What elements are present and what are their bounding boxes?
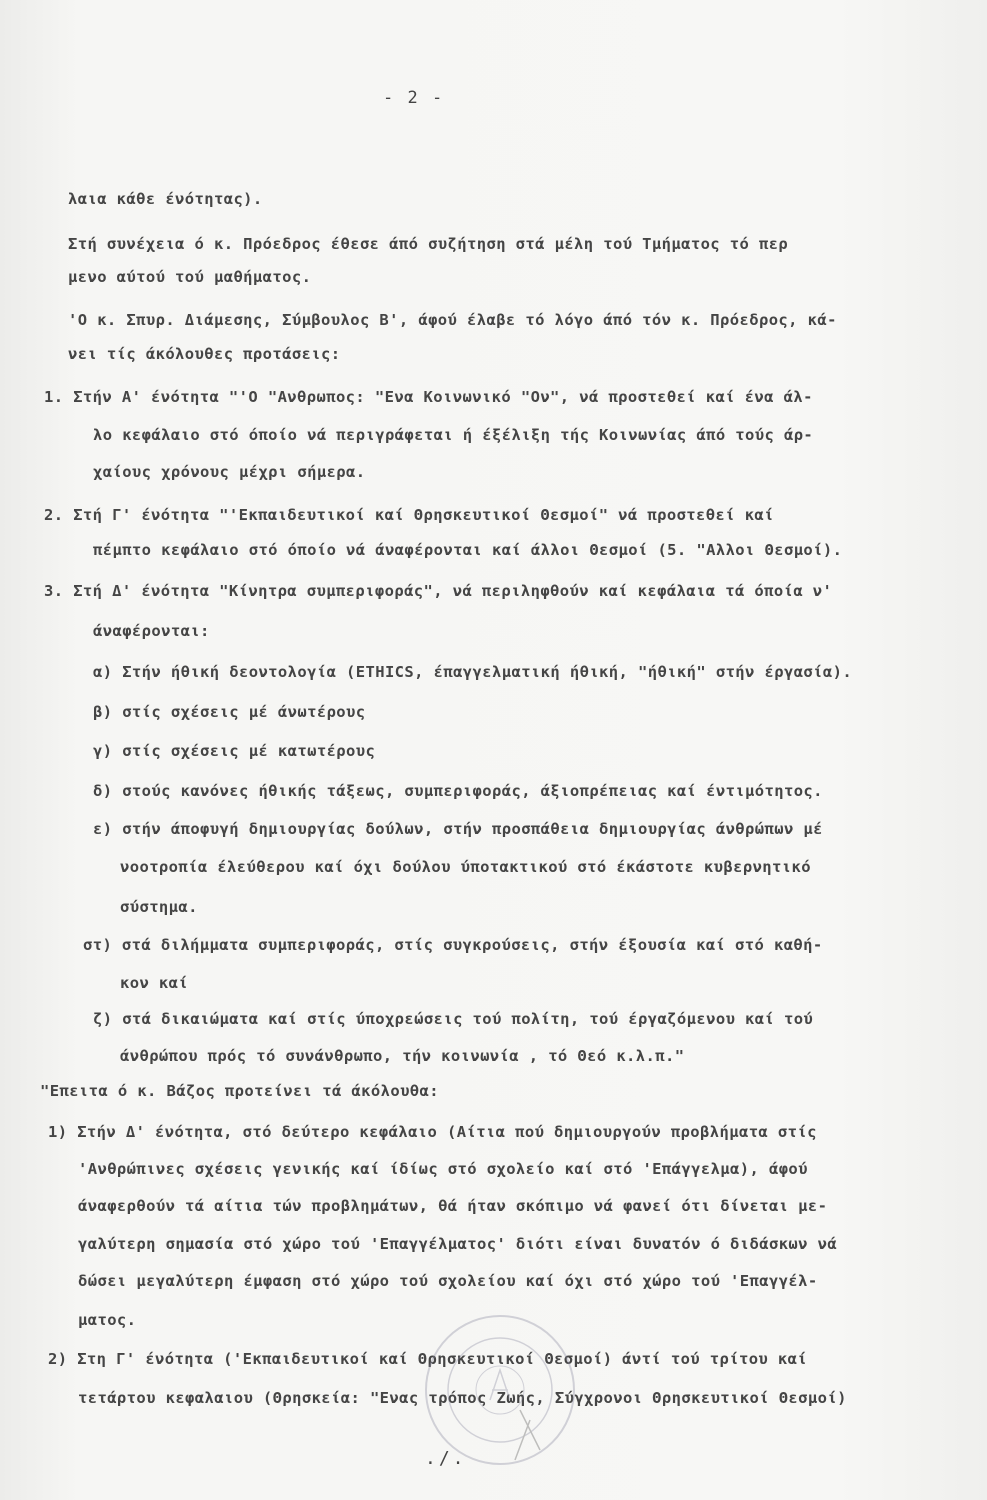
continuation-mark: ./. bbox=[425, 1448, 467, 1469]
text-line: δώσει μεγαλύτερη έμφαση στό χώρο τού σχολείου καί όχι στό χώρο τού 'Επαγγέλ- bbox=[78, 1272, 818, 1290]
text-line: άναφέρονται: bbox=[93, 622, 210, 640]
text-line: Στή συνέχεια ό κ. Πρόεδρος έθεσε άπό συζήτηση στά μέλη τού Τμήματος τό περ bbox=[68, 235, 789, 253]
text-line: ματος. bbox=[78, 1311, 137, 1329]
text-line: άναφερθούν τά αίτια τών προβλημάτων, θά ήταν σκόπιμο νά φανεί ότι δίνεται με- bbox=[78, 1197, 828, 1215]
text-line: δ) στούς κανόνες ήθικής τάξεως, συμπεριφοράς, άξιοπρέπειας καί έντιμότητος. bbox=[93, 782, 823, 800]
text-line: γαλύτερη σημασία στό χώρο τού 'Επαγγέλματος' διότι είναι δυνατόν ό διδάσκων νά bbox=[78, 1235, 838, 1253]
text-line: ε) στήν άποφυγή δημιουργίας δούλων, στήν προσπάθεια δημιουργίας άνθρώπων μέ bbox=[93, 820, 823, 838]
text-line: νοοτροπία έλεύθερου καί όχι δούλου ύποτακτικού στό έκάστοτε κυβερνητικό bbox=[120, 858, 811, 876]
text-line: κον καί bbox=[120, 974, 189, 992]
text-line: "Επειτα ό κ. Βάζος προτείνει τά άκόλουθα: bbox=[40, 1082, 440, 1100]
text-line: χαίους χρόνους μέχρι σήμερα. bbox=[93, 463, 366, 481]
text-line: σύστημα. bbox=[120, 898, 198, 916]
text-line: 1. Στήν Α' ένότητα "'Ο "Ανθρωπος: "Ενα Κοινωνικό "Ον", νά προστεθεί καί ένα άλ- bbox=[44, 388, 813, 406]
text-line: μενο αύτού τού μαθήματος. bbox=[68, 268, 312, 286]
official-seal-stamp bbox=[420, 1310, 580, 1470]
text-line: 2) Στη Γ' ένότητα ('Εκπαιδευτικοί καί Θρησκευτικοί Θεσμοί) άντί τού τρίτου καί bbox=[48, 1350, 808, 1368]
text-line: άνθρώπου πρός τό συνάνθρωπο, τήν κοινωνία , τό Θεό κ.λ.π." bbox=[120, 1047, 685, 1065]
text-line: 3. Στή Δ' ένότητα "Κίνητρα συμπεριφοράς", νά περιληφθούν καί κεφάλαια τά όποία ν' bbox=[44, 582, 833, 600]
text-line: ζ) στά δικαιώματα καί στίς ύποχρεώσεις τού πολίτη, τού έργαζόμενου καί τού bbox=[93, 1010, 814, 1028]
text-line: στ) στά διλήμματα συμπεριφοράς, στίς συγκρούσεις, στήν έξουσία καί στό καθή- bbox=[83, 936, 823, 954]
page-number: - 2 - bbox=[383, 88, 445, 108]
text-line: β) στίς σχέσεις μέ άνωτέρους bbox=[93, 703, 366, 721]
text-line: τετάρτου κεφαλαιου (Θρησκεία: "Ενας τρόπος Ζωής, Σύγχρονοι Θρησκευτικοί Θεσμοί) bbox=[78, 1389, 847, 1407]
text-line: λο κεφάλαιο στό όποίο νά περιγράφεται ή έξέλιξη τής Κοινωνίας άπό τούς άρ- bbox=[93, 426, 814, 444]
text-line: λαια κάθε ένότητας). bbox=[68, 190, 263, 208]
text-line: 2. Στή Γ' ένότητα "'Εκπαιδευτικοί καί Θρησκευτικοί Θεσμοί" νά προστεθεί καί bbox=[44, 506, 774, 524]
text-line: γ) στίς σχέσεις μέ κατωτέρους bbox=[93, 742, 376, 760]
text-line: νει τίς άκόλουθες προτάσεις: bbox=[68, 345, 341, 363]
text-line: πέμπτο κεφάλαιο στό όποίο νά άναφέρονται καί άλλοι Θεσμοί (5. "Αλλοι Θεσμοί). bbox=[93, 541, 843, 559]
text-line: 1) Στήν Δ' ένότητα, στό δεύτερο κεφάλαιο (Αίτια πού δημιουργούν προβλήματα στίς bbox=[48, 1123, 817, 1141]
text-line: α) Στήν ήθική δεοντολογία (ETHICS, έπαγγελματική ήθική, "ήθική" στήν έργασία). bbox=[93, 663, 853, 681]
text-line: 'Ανθρώπινες σχέσεις γενικής καί ίδίως στό σχολείο καί στό 'Επάγγελμα), άφού bbox=[78, 1160, 808, 1178]
text-line: 'Ο κ. Σπυρ. Διάμεσης, Σύμβουλος Β', άφού έλαβε τό λόγο άπό τόν κ. Πρόεδρος, κά- bbox=[68, 311, 837, 329]
